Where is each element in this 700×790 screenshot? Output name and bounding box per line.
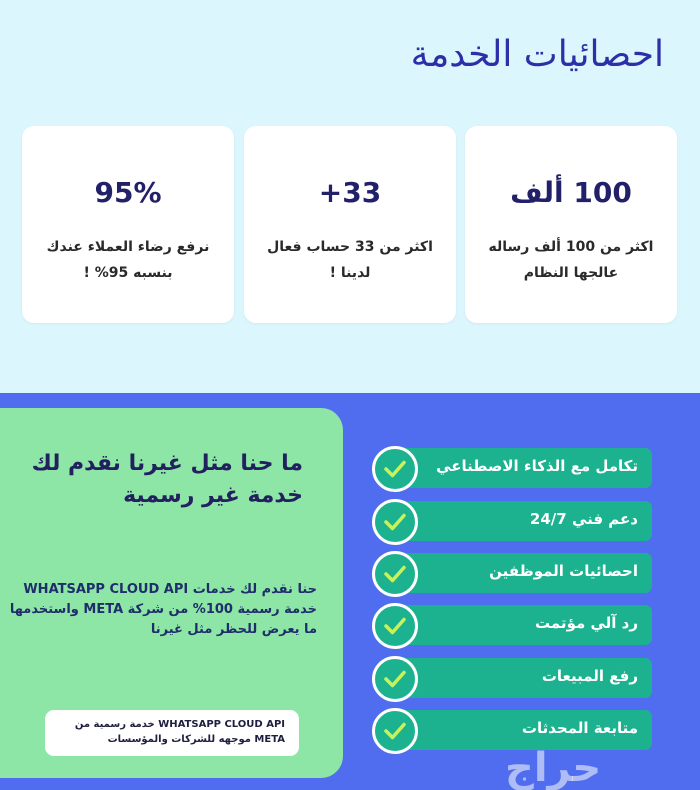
feature-pill bbox=[386, 553, 652, 593]
promo-body: حنا نقدم لك خدمات WHATSAPP CLOUD API خدمة رسمية 100% من شركة META واستخدمها ما يعرض للحظر مثل غيرنا bbox=[9, 582, 317, 637]
feature-item-ai bbox=[372, 446, 652, 490]
check-icon bbox=[372, 603, 418, 649]
stat-card-satisfaction bbox=[22, 126, 234, 323]
feature-label: متابعة المحدثات bbox=[521, 719, 638, 737]
check-icon bbox=[372, 446, 418, 492]
feature-item-sales bbox=[372, 656, 652, 700]
feature-pill bbox=[386, 658, 652, 698]
feature-label: احصائيات الموظفين bbox=[489, 562, 638, 580]
check-icon bbox=[372, 551, 418, 597]
check-icon bbox=[372, 708, 418, 754]
feature-label: رد آلي مؤتمت bbox=[535, 614, 638, 632]
feature-item-auto-reply bbox=[372, 603, 652, 647]
check-icon bbox=[372, 499, 418, 545]
page-title: احصائيات الخدمة bbox=[410, 34, 664, 75]
feature-item-staff-stats bbox=[372, 551, 652, 595]
stat-description: اكثر من 33 حساب فعال لدينا ! bbox=[267, 239, 433, 281]
check-icon bbox=[372, 656, 418, 702]
feature-label: تكامل مع الذكاء الاصطناعي bbox=[436, 457, 638, 475]
promo-note: WHATSAPP CLOUD API خدمة رسمية من META موجهه للشركات والمؤسسات bbox=[45, 710, 299, 756]
stat-description: اكثر من 100 ألف رساله عالجها النظام bbox=[488, 239, 654, 281]
feature-pill bbox=[386, 448, 652, 488]
promo-headline: ما حنا مثل غيرنا نقدم لك خدمة غير رسمية bbox=[31, 451, 303, 508]
stat-value: 95% bbox=[94, 176, 162, 209]
feature-label: رفع المبيعات bbox=[541, 667, 638, 685]
feature-label: دعم فني 24/7 bbox=[529, 510, 638, 528]
haraj-watermark: حراج bbox=[505, 745, 602, 790]
feature-pill bbox=[386, 710, 652, 750]
stat-value: 33+ bbox=[318, 176, 382, 209]
stat-card-accounts bbox=[244, 126, 456, 323]
feature-item-support bbox=[372, 499, 652, 543]
stat-description: نرفع رضاء العملاء عندك بنسبه 95% ! bbox=[46, 239, 210, 281]
promo-panel bbox=[0, 408, 343, 778]
stat-card-messages bbox=[465, 126, 677, 323]
feature-pill bbox=[386, 605, 652, 645]
feature-pill bbox=[386, 501, 652, 541]
stat-value: 100 ألف bbox=[510, 176, 632, 209]
stats-section bbox=[0, 0, 700, 392]
